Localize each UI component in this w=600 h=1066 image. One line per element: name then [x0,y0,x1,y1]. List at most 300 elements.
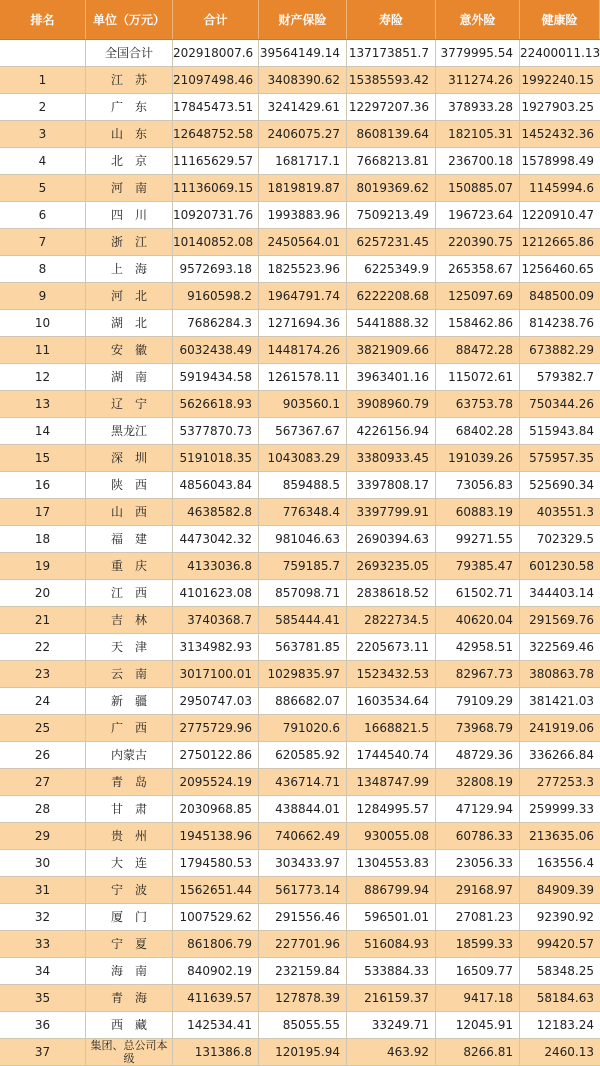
cell-rank: 36 [0,1012,86,1038]
cell-rank: 25 [0,715,86,741]
cell-total: 4101623.08 [173,580,259,606]
cell-unit: 青 岛 [86,769,173,795]
table-row [0,337,600,364]
header-total: 合计 [173,0,259,39]
cell-total: 5191018.35 [173,445,259,471]
cell-health: 163556.4 [536,856,594,870]
cell-accident: 236700.18 [436,148,520,174]
cell-accident: 125097.69 [436,283,520,309]
cell-unit: 宁 夏 [86,931,173,957]
cell-rank: 31 [0,877,86,903]
cell-rank: 11 [0,337,86,363]
cell-unit: 广 西 [86,715,173,741]
cell-accident: 9417.18 [436,985,520,1011]
cell-life: 3908960.79 [347,391,436,417]
cell-health: 99420.57 [536,937,594,951]
cell-unit: 江 苏 [86,67,173,93]
cell-property: 981046.63 [259,526,347,552]
table-row [0,364,600,391]
cell-unit: 大 连 [86,850,173,876]
cell-property: 85055.55 [259,1012,347,1038]
cell-unit: 河 南 [86,175,173,201]
cell-total: 142534.41 [173,1012,259,1038]
cell-property: 1261578.11 [259,364,347,390]
cell-property: 227701.96 [259,931,347,957]
cell-total: 4473042.32 [173,526,259,552]
cell-total: 3740368.7 [173,607,259,633]
table-row [0,904,600,931]
table-row [0,769,600,796]
cell-property: 291556.46 [259,904,347,930]
cell-property: 857098.71 [259,580,347,606]
cell-unit: 厦 门 [86,904,173,930]
cell-accident: 29168.97 [436,877,520,903]
cell-accident: 73056.83 [436,472,520,498]
cell-accident: 61502.71 [436,580,520,606]
cell-rank: 20 [0,580,86,606]
cell-accident: 12045.91 [436,1012,520,1038]
cell-unit: 山 东 [86,121,173,147]
cell-life: 2822734.5 [347,607,436,633]
cell-life: 5441888.32 [347,310,436,336]
cell-rank: 17 [0,499,86,525]
cell-total: 2750122.86 [173,742,259,768]
cell-rank: 1 [0,67,86,93]
cell-unit: 湖 北 [86,310,173,336]
cell-total: 21097498.46 [173,67,259,93]
cell-total: 2095524.19 [173,769,259,795]
cell-health: 381421.03 [529,694,594,708]
cell-rank: 28 [0,796,86,822]
cell-accident: 79109.29 [436,688,520,714]
cell-rank: 37 [0,1039,86,1065]
cell-total: 1794580.53 [173,850,259,876]
cell-accident: 220390.75 [436,229,520,255]
cell-health: 579382.7 [536,370,594,384]
cell-unit: 内蒙古 [86,742,173,768]
cell-health: 84909.39 [536,883,594,897]
cell-accident: 60786.33 [436,823,520,849]
header-life-insurance: 寿险 [347,0,436,39]
cell-property: 1964791.74 [259,283,347,309]
cell-rank: 8 [0,256,86,282]
table-row [0,985,600,1012]
cell-health: 58348.25 [536,964,594,978]
table-row [0,661,600,688]
table-row [0,796,600,823]
cell-life: 886799.94 [347,877,436,903]
cell-accident: 191039.26 [436,445,520,471]
table-row [0,607,600,634]
table-row [0,283,600,310]
cell-health: 1220910.47 [521,208,594,222]
cell-total: 131386.8 [173,1039,259,1065]
cell-unit: 江 西 [86,580,173,606]
table-row [0,688,600,715]
cell-life: 2693235.05 [347,553,436,579]
cell-health: 601230.58 [529,559,594,573]
cell-property: 886682.07 [259,688,347,714]
cell-accident: 196723.64 [436,202,520,228]
cell-life: 463.92 [347,1039,436,1065]
cell-health: 336266.84 [529,748,594,762]
cell-rank: 22 [0,634,86,660]
table-row [0,67,600,94]
cell-total: 4856043.84 [173,472,259,498]
table-row [0,418,600,445]
cell-accident: 265358.67 [436,256,520,282]
cell-rank: 29 [0,823,86,849]
header-property-insurance: 财产保险 [259,0,347,39]
cell-life: 3397799.91 [347,499,436,525]
cell-health: 344403.14 [529,586,594,600]
cell-life: 1744540.74 [347,742,436,768]
table-row [0,229,600,256]
cell-total: 3017100.01 [173,661,259,687]
cell-life: 15385593.42 [347,67,436,93]
cell-accident: 79385.47 [436,553,520,579]
cell-property: 3241429.61 [259,94,347,120]
cell-rank: 30 [0,850,86,876]
cell-total: 1562651.44 [173,877,259,903]
cell-health: 22400011.13 [520,46,600,60]
table-row [0,94,600,121]
table-row [0,1039,600,1066]
cell-property: 2406075.27 [259,121,347,147]
cell-rank: 12 [0,364,86,390]
cell-unit: 全国合计 [86,40,173,66]
cell-accident: 378933.28 [436,94,520,120]
cell-unit: 云 南 [86,661,173,687]
cell-health: 814238.76 [529,316,594,330]
cell-unit: 青 海 [86,985,173,1011]
cell-property: 776348.4 [259,499,347,525]
table-header-row [0,0,600,40]
cell-accident: 63753.78 [436,391,520,417]
cell-rank: 4 [0,148,86,174]
cell-accident: 42958.51 [436,634,520,660]
cell-life: 6225349.9 [347,256,436,282]
cell-life: 216159.37 [347,985,436,1011]
cell-life: 8608139.64 [347,121,436,147]
table-row [0,715,600,742]
cell-accident: 150885.07 [436,175,520,201]
table-row [0,877,600,904]
table-row [0,499,600,526]
cell-accident: 47129.94 [436,796,520,822]
cell-health: 380863.78 [529,667,594,681]
cell-unit: 海 南 [86,958,173,984]
cell-accident: 99271.55 [436,526,520,552]
cell-life: 1348747.99 [347,769,436,795]
cell-life: 3821909.66 [347,337,436,363]
cell-life: 33249.71 [347,1012,436,1038]
cell-unit: 湖 南 [86,364,173,390]
table-row [0,391,600,418]
cell-total: 6032438.49 [173,337,259,363]
cell-unit: 北 京 [86,148,173,174]
cell-accident: 115072.61 [436,364,520,390]
cell-property: 1993883.96 [259,202,347,228]
cell-rank: 10 [0,310,86,336]
table-row [0,958,600,985]
cell-rank: 27 [0,769,86,795]
cell-total: 2950747.03 [173,688,259,714]
cell-property: 127878.39 [259,985,347,1011]
cell-life: 3963401.16 [347,364,436,390]
cell-property: 1681717.1 [259,148,347,174]
table-row [0,121,600,148]
cell-total: 3134982.93 [173,634,259,660]
cell-health: 259999.33 [529,802,594,816]
cell-property: 1819819.87 [259,175,347,201]
cell-total: 1945138.96 [173,823,259,849]
cell-property: 859488.5 [259,472,347,498]
cell-total: 9160598.2 [173,283,259,309]
cell-unit: 陕 西 [86,472,173,498]
cell-rank: 15 [0,445,86,471]
cell-total: 11136069.15 [173,175,259,201]
cell-life: 1284995.57 [347,796,436,822]
cell-life: 2690394.63 [347,526,436,552]
cell-total: 12648752.58 [173,121,259,147]
cell-total: 9572693.18 [173,256,259,282]
cell-accident: 73968.79 [436,715,520,741]
cell-health: 702329.5 [536,532,594,546]
table-row [0,742,600,769]
cell-unit: 广 东 [86,94,173,120]
cell-rank: 9 [0,283,86,309]
cell-health: 1256460.65 [521,262,594,276]
cell-health: 673882.29 [529,343,594,357]
cell-property: 232159.84 [259,958,347,984]
cell-unit: 新 疆 [86,688,173,714]
cell-unit: 河 北 [86,283,173,309]
cell-life: 533884.33 [347,958,436,984]
cell-total: 5377870.73 [173,418,259,444]
cell-health: 525690.34 [529,478,594,492]
cell-life: 3397808.17 [347,472,436,498]
cell-total: 5919434.58 [173,364,259,390]
cell-life: 2205673.11 [347,634,436,660]
cell-rank: 7 [0,229,86,255]
table-row [0,850,600,877]
cell-total: 17845473.51 [173,94,259,120]
cell-accident: 27081.23 [436,904,520,930]
cell-rank: 6 [0,202,86,228]
cell-health: 241919.06 [529,721,594,735]
cell-accident: 8266.81 [436,1039,520,1065]
cell-accident: 82967.73 [436,661,520,687]
header-unit: 单位（万元） [86,0,173,39]
table-row [0,580,600,607]
cell-life: 1603534.64 [347,688,436,714]
cell-life: 8019369.62 [347,175,436,201]
cell-rank: 18 [0,526,86,552]
cell-accident: 311274.26 [436,67,520,93]
cell-life: 6257231.45 [347,229,436,255]
cell-property: 3408390.62 [259,67,347,93]
cell-life: 7668213.81 [347,148,436,174]
cell-life: 2838618.52 [347,580,436,606]
cell-property: 1271694.36 [259,310,347,336]
cell-health: 2460.13 [544,1045,594,1059]
cell-life: 12297207.36 [347,94,436,120]
cell-rank: 16 [0,472,86,498]
cell-property: 567367.67 [259,418,347,444]
table-row [0,175,600,202]
cell-unit: 吉 林 [86,607,173,633]
cell-health: 403551.3 [536,505,594,519]
cell-rank: 24 [0,688,86,714]
cell-rank: 34 [0,958,86,984]
cell-life: 6222208.68 [347,283,436,309]
cell-health: 277253.3 [536,775,594,789]
cell-property: 561773.14 [259,877,347,903]
cell-total: 2775729.96 [173,715,259,741]
table-row [0,40,600,67]
cell-total: 861806.79 [173,931,259,957]
table-row [0,445,600,472]
cell-property: 436714.71 [259,769,347,795]
cell-rank: 5 [0,175,86,201]
cell-accident: 23056.33 [436,850,520,876]
cell-rank: 32 [0,904,86,930]
cell-property: 120195.94 [259,1039,347,1065]
cell-total: 4638582.8 [173,499,259,525]
header-rank: 排名 [0,0,86,39]
cell-health: 1578998.49 [521,154,594,168]
table-row [0,526,600,553]
cell-life: 1523432.53 [347,661,436,687]
cell-accident: 88472.28 [436,337,520,363]
cell-accident: 60883.19 [436,499,520,525]
cell-health: 58184.63 [536,991,594,1005]
cell-property: 585444.41 [259,607,347,633]
cell-life: 4226156.94 [347,418,436,444]
cell-unit: 四 川 [86,202,173,228]
cell-property: 563781.85 [259,634,347,660]
cell-rank: 21 [0,607,86,633]
table-row [0,472,600,499]
cell-property: 39564149.14 [259,40,347,66]
cell-accident: 48729.36 [436,742,520,768]
cell-health: 322569.46 [529,640,594,654]
cell-life: 1304553.83 [347,850,436,876]
cell-rank: 26 [0,742,86,768]
cell-health: 1992240.15 [521,73,594,87]
cell-life: 516084.93 [347,931,436,957]
cell-accident: 3779995.54 [436,40,520,66]
cell-rank: 2 [0,94,86,120]
cell-unit: 辽 宁 [86,391,173,417]
cell-health: 1452432.36 [521,127,594,141]
cell-rank: 14 [0,418,86,444]
cell-accident: 158462.86 [436,310,520,336]
cell-property: 903560.1 [259,391,347,417]
table-row [0,634,600,661]
cell-life: 3380933.45 [347,445,436,471]
table-row [0,148,600,175]
cell-health: 848500.09 [529,289,594,303]
cell-rank [0,40,86,66]
cell-total: 10920731.76 [173,202,259,228]
cell-accident: 68402.28 [436,418,520,444]
cell-health: 92390.92 [536,910,594,924]
cell-health: 515943.84 [529,424,594,438]
table-row [0,1012,600,1039]
header-health-insurance: 健康险 [520,0,600,39]
cell-total: 4133036.8 [173,553,259,579]
cell-accident: 16509.77 [436,958,520,984]
cell-health: 1145994.6 [529,181,594,195]
cell-total: 411639.57 [173,985,259,1011]
cell-property: 303433.97 [259,850,347,876]
cell-total: 11165629.57 [173,148,259,174]
cell-property: 620585.92 [259,742,347,768]
table-body [0,40,600,1066]
cell-life: 7509213.49 [347,202,436,228]
cell-accident: 18599.33 [436,931,520,957]
cell-property: 438844.01 [259,796,347,822]
cell-unit: 天 津 [86,634,173,660]
cell-rank: 13 [0,391,86,417]
cell-property: 759185.7 [259,553,347,579]
cell-rank: 19 [0,553,86,579]
cell-rank: 35 [0,985,86,1011]
cell-property: 1448174.26 [259,337,347,363]
cell-rank: 3 [0,121,86,147]
cell-rank: 33 [0,931,86,957]
cell-unit: 贵 州 [86,823,173,849]
cell-unit: 浙 江 [86,229,173,255]
table-row [0,823,600,850]
cell-health: 12183.24 [536,1018,594,1032]
cell-property: 1825523.96 [259,256,347,282]
cell-property: 791020.6 [259,715,347,741]
cell-total: 10140852.08 [173,229,259,255]
cell-health: 213635.06 [529,829,594,843]
cell-health: 1212665.86 [521,235,594,249]
cell-total: 202918007.6 [173,40,259,66]
cell-property: 2450564.01 [259,229,347,255]
cell-unit: 深 圳 [86,445,173,471]
cell-unit: 甘 肃 [86,796,173,822]
cell-total: 7686284.3 [173,310,259,336]
table-row [0,931,600,958]
cell-unit: 山 西 [86,499,173,525]
cell-unit: 上 海 [86,256,173,282]
cell-rank: 23 [0,661,86,687]
cell-life: 137173851.7 [347,40,436,66]
cell-life: 1668821.5 [347,715,436,741]
cell-unit: 集团、总公司本级 [86,1039,173,1065]
cell-total: 840902.19 [173,958,259,984]
cell-total: 5626618.93 [173,391,259,417]
table-row [0,202,600,229]
cell-accident: 32808.19 [436,769,520,795]
cell-property: 1029835.97 [259,661,347,687]
cell-accident: 40620.04 [436,607,520,633]
cell-health: 575957.35 [529,451,594,465]
cell-health: 291569.76 [529,613,594,627]
header-accident-insurance: 意外险 [436,0,520,39]
cell-total: 2030968.85 [173,796,259,822]
cell-accident: 182105.31 [436,121,520,147]
cell-health: 750344.26 [529,397,594,411]
cell-unit: 安 徽 [86,337,173,363]
cell-total: 1007529.62 [173,904,259,930]
